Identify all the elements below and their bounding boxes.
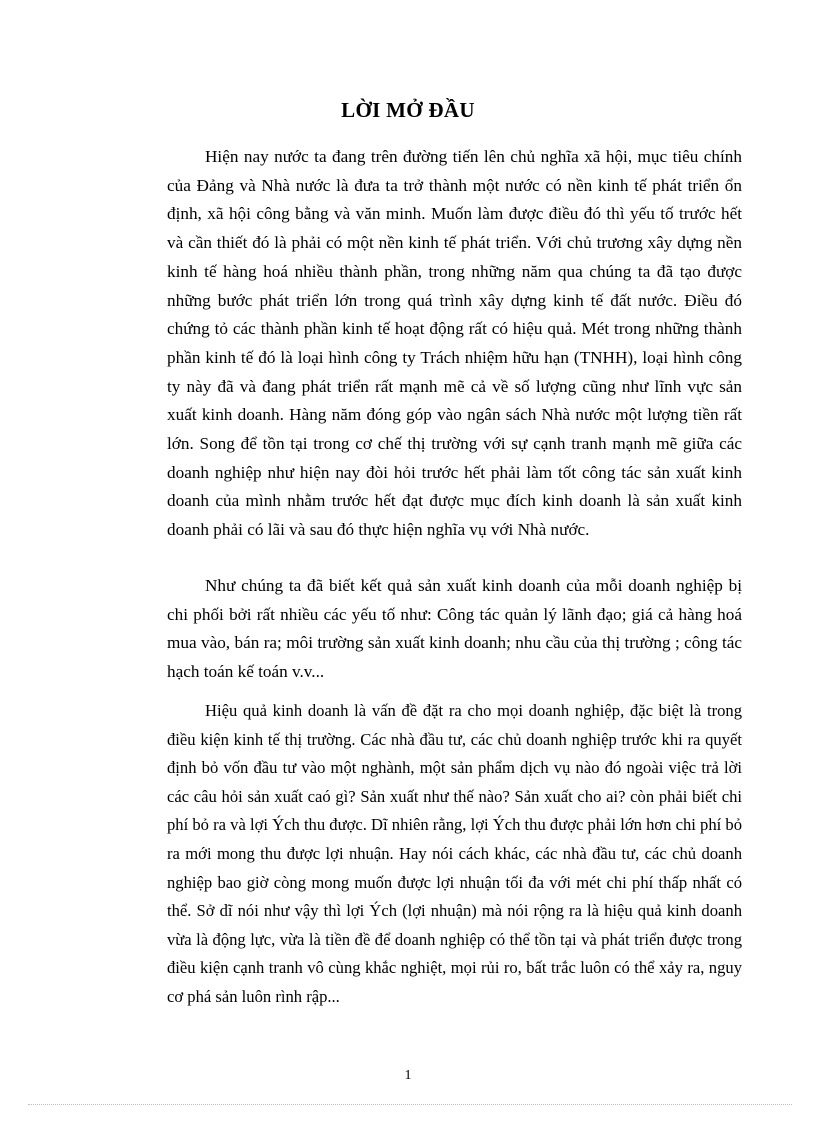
- page-number: 1: [404, 1068, 412, 1083]
- paragraph-block: [167, 143, 742, 545]
- paragraph-1: Hiện nay nước ta đang trên đường tiến lên chủ nghĩa xã hội, mục tiêu chính của Đảng và Nhà nước là đưa ta trở thành một nước có nền kinh tế phát triển ổn định, xã hội công bằng và văn minh. Muốn làm được điều đó thì yếu tố trước hết và cần thiết đó là phải có một nền kinh tế phát triển. Với chủ trương xây dựng nền kinh tế hàng hoá nhiều thành phần, trong những năm qua chúng ta đã tạo được những bước phát triển lớn trong quá trình xây dựng kinh tế đất nước. Điều đó chứng tỏ các thành phần kinh tế hoạt động rất có hiệu quả. Mét trong những thành phần kinh tế đó là loại hình công ty Trách nhiệm hữu hạn (TNHH), loại hình công ty này đã và đang phát triển rất mạnh mẽ cả về số lượng cũng như lĩnh vực sản xuất kinh doanh. Hàng năm đóng góp vào ngân sách Nhà nước một lượng tiền rất lớn. Song để tồn tại trong cơ chế thị trường với sự cạnh tranh mạnh mẽ giữa các doanh nghiệp như hiện nay đòi hỏi trước hết phải làm tốt công tác sản xuất kinh doanh của mình nhằm trước hết đạt được mục đích kinh doanh là sản xuất kinh doanh phải có lãi và sau đó thực hiện nghĩa vụ với Nhà nước.: [167, 147, 742, 540]
- paragraph-2: Như chúng ta đã biết kết quả sản xuất kinh doanh của mỗi doanh nghiệp bị chi phối bởi rất nhiều các yếu tố như: Công tác quản lý lãnh đạo; giá cả hàng hoá mua vào, bán ra; môi trường sản xuất kinh doanh; nhu cầu của thị trường ; công tác hạch toán kế toán v.v...: [167, 576, 742, 682]
- paragraph-block: [167, 697, 742, 1012]
- page-break-divider: [28, 1104, 792, 1105]
- page-title: LỜI MỞ ĐẦU: [341, 98, 475, 122]
- paragraph-block: [167, 572, 742, 687]
- paragraph-3: Hiệu quả kinh doanh là vấn đề đặt ra cho mọi doanh nghiệp, đặc biệt là trong điều kiện kinh tế thị trường. Các nhà đầu tư, các chủ doanh nghiệp trước khi ra quyết định bỏ vốn đầu tư vào một nghành, một sản phẩm dịch vụ nào đó ngoài việc trả lời các câu hỏi sản xuất caó gì? Sản xuất như thế nào? Sản xuất cho ai? còn phải biết chi phí bỏ ra và lợi Ých thu được. Dĩ nhiên rằng, lợi Ých thu được phải lớn hơn chi phí bỏ ra mới mong thu được lợi nhuận. Hay nói cách khác, các nhà đầu tư, các chủ doanh nghiệp bao giờ còng mong muốn được lợi nhuận tối đa với mét chi phí thấp nhất có thể. Sở dĩ nói như vậy thì lợi Ých (lợi nhuận) mà nói rộng ra là hiệu quả kinh doanh vừa là động lực, vừa là tiền đề để doanh nghiệp có thể tồn tại và phát triển được trong điều kiện cạnh tranh vô cùng khắc nghiệt, mọi rủi ro, bất trắc luôn có thể xảy ra, nguy cơ phá sản luôn rình rập...: [167, 701, 742, 1006]
